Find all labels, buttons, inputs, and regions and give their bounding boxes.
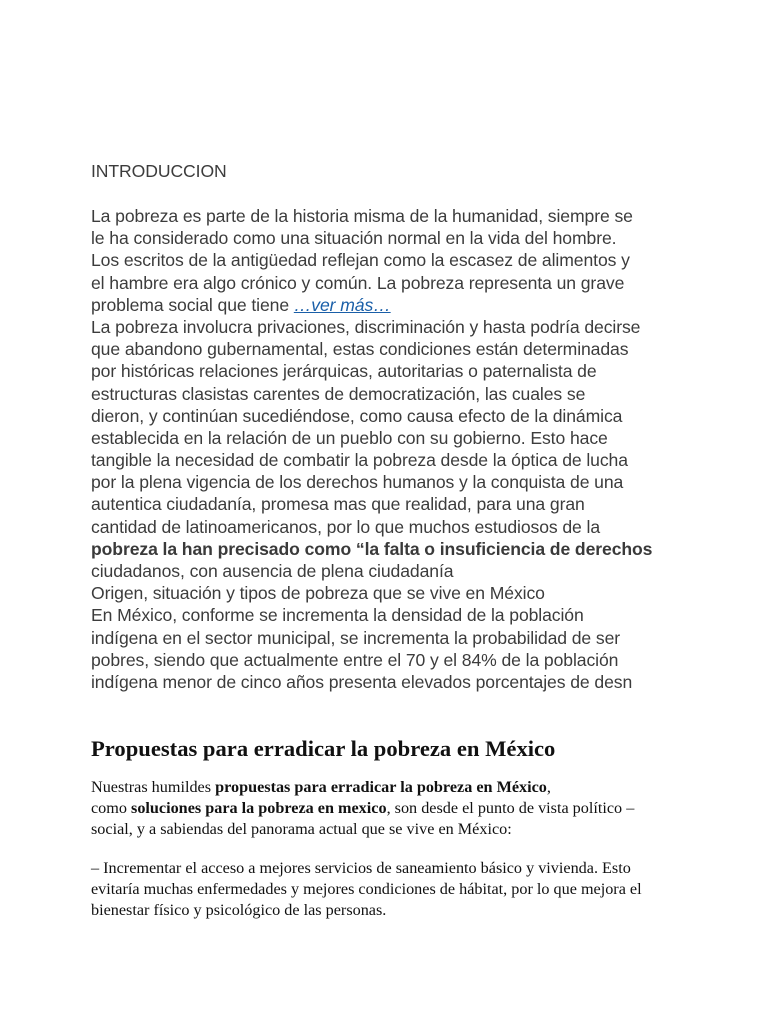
intro-line: cantidad de latinoamericanos, por lo que muchos estudiosos de la <box>91 516 601 537</box>
proposals-intro-paragraph <box>91 777 634 840</box>
intro-body <box>91 205 681 693</box>
intro-line: estructuras clasistas carentes de democratización, las cuales se <box>91 383 586 404</box>
proposal-item-paragraph <box>91 858 642 921</box>
intro-line: autentica ciudadanía, promesa mas que realidad, para una gran <box>91 494 585 515</box>
text-run: como <box>91 799 132 817</box>
intro-line: indígena menor de cinco años presenta elevados porcentajes de desn <box>91 671 633 692</box>
intro-line-with-link <box>91 294 681 316</box>
text-run: Nuestras humildes <box>91 778 216 796</box>
proposals-title: Propuestas para erradicar la pobreza en México <box>91 736 556 761</box>
intro-line: La pobreza es parte de la historia misma de la humanidad, siempre se <box>91 206 633 226</box>
intro-line: tangible la necesidad de combatir la pobreza desde la óptica de lucha <box>91 450 628 471</box>
intro-line: pobres, siendo que actualmente entre el 70 y el 84% de la población <box>91 649 619 670</box>
intro-line: establecida en la relación de un pueblo con su gobierno. Esto hace <box>91 427 608 448</box>
intro-line: ciudadanos, con ausencia de plena ciudadanía <box>91 561 454 581</box>
intro-line: La pobreza involucra privaciones, discriminación y hasta podría decirse <box>91 316 641 337</box>
intro-line: por históricas relaciones jerárquicas, autoritarias o paternalista de <box>91 361 597 382</box>
intro-heading: INTRODUCCION <box>91 161 227 181</box>
text-run: , <box>546 778 551 796</box>
bold-text-run: propuestas para erradicar la pobreza en México <box>215 778 547 796</box>
bold-text-run: soluciones para la pobreza en mexico <box>131 799 387 817</box>
intro-line: por la plena vigencia de los derechos humanos y la conquista de una <box>91 472 624 493</box>
intro-line: indígena en el sector municipal, se incrementa la probabilidad de ser <box>91 627 621 648</box>
intro-line: Los escritos de la antigüedad reflejan como la escasez de alimentos y <box>91 250 630 271</box>
intro-line: el hambre era algo crónico y común. La pobreza representa un grave <box>91 272 625 293</box>
intro-line: le ha considerado como una situación normal en la vida del hombre. <box>91 228 617 249</box>
paragraph-line: social, y a sabiendas del panorama actual que se vive en México: <box>91 820 512 838</box>
intro-line: En México, conforme se incrementa la densidad de la población <box>91 605 584 626</box>
intro-bold-line: pobreza la han precisado como “la falta o insuficiencia de derechos <box>91 538 653 559</box>
text-run: , son desde el punto de vista político – <box>386 799 635 817</box>
intro-line-text: problema social que tiene <box>91 294 294 315</box>
intro-line: Origen, situación y tipos de pobreza que se vive en México <box>91 583 545 604</box>
intro-line: que abandono gubernamental, estas condiciones están determinadas <box>91 339 629 360</box>
read-more-link[interactable]: …ver más… <box>293 294 391 315</box>
intro-line: dieron, y continúan sucediéndose, como causa efecto de la dinámica <box>91 405 623 426</box>
paragraph-line: evitaría muchas enfermedades y mejores condiciones de hábitat, por lo que mejora el <box>91 880 642 898</box>
paragraph-line: bienestar físico y psicológico de las personas. <box>91 901 387 919</box>
paragraph-line: – Incrementar el acceso a mejores servicios de saneamiento básico y vivienda. Esto <box>91 859 631 877</box>
paragraph-line <box>91 777 634 798</box>
paragraph-line <box>91 798 634 819</box>
